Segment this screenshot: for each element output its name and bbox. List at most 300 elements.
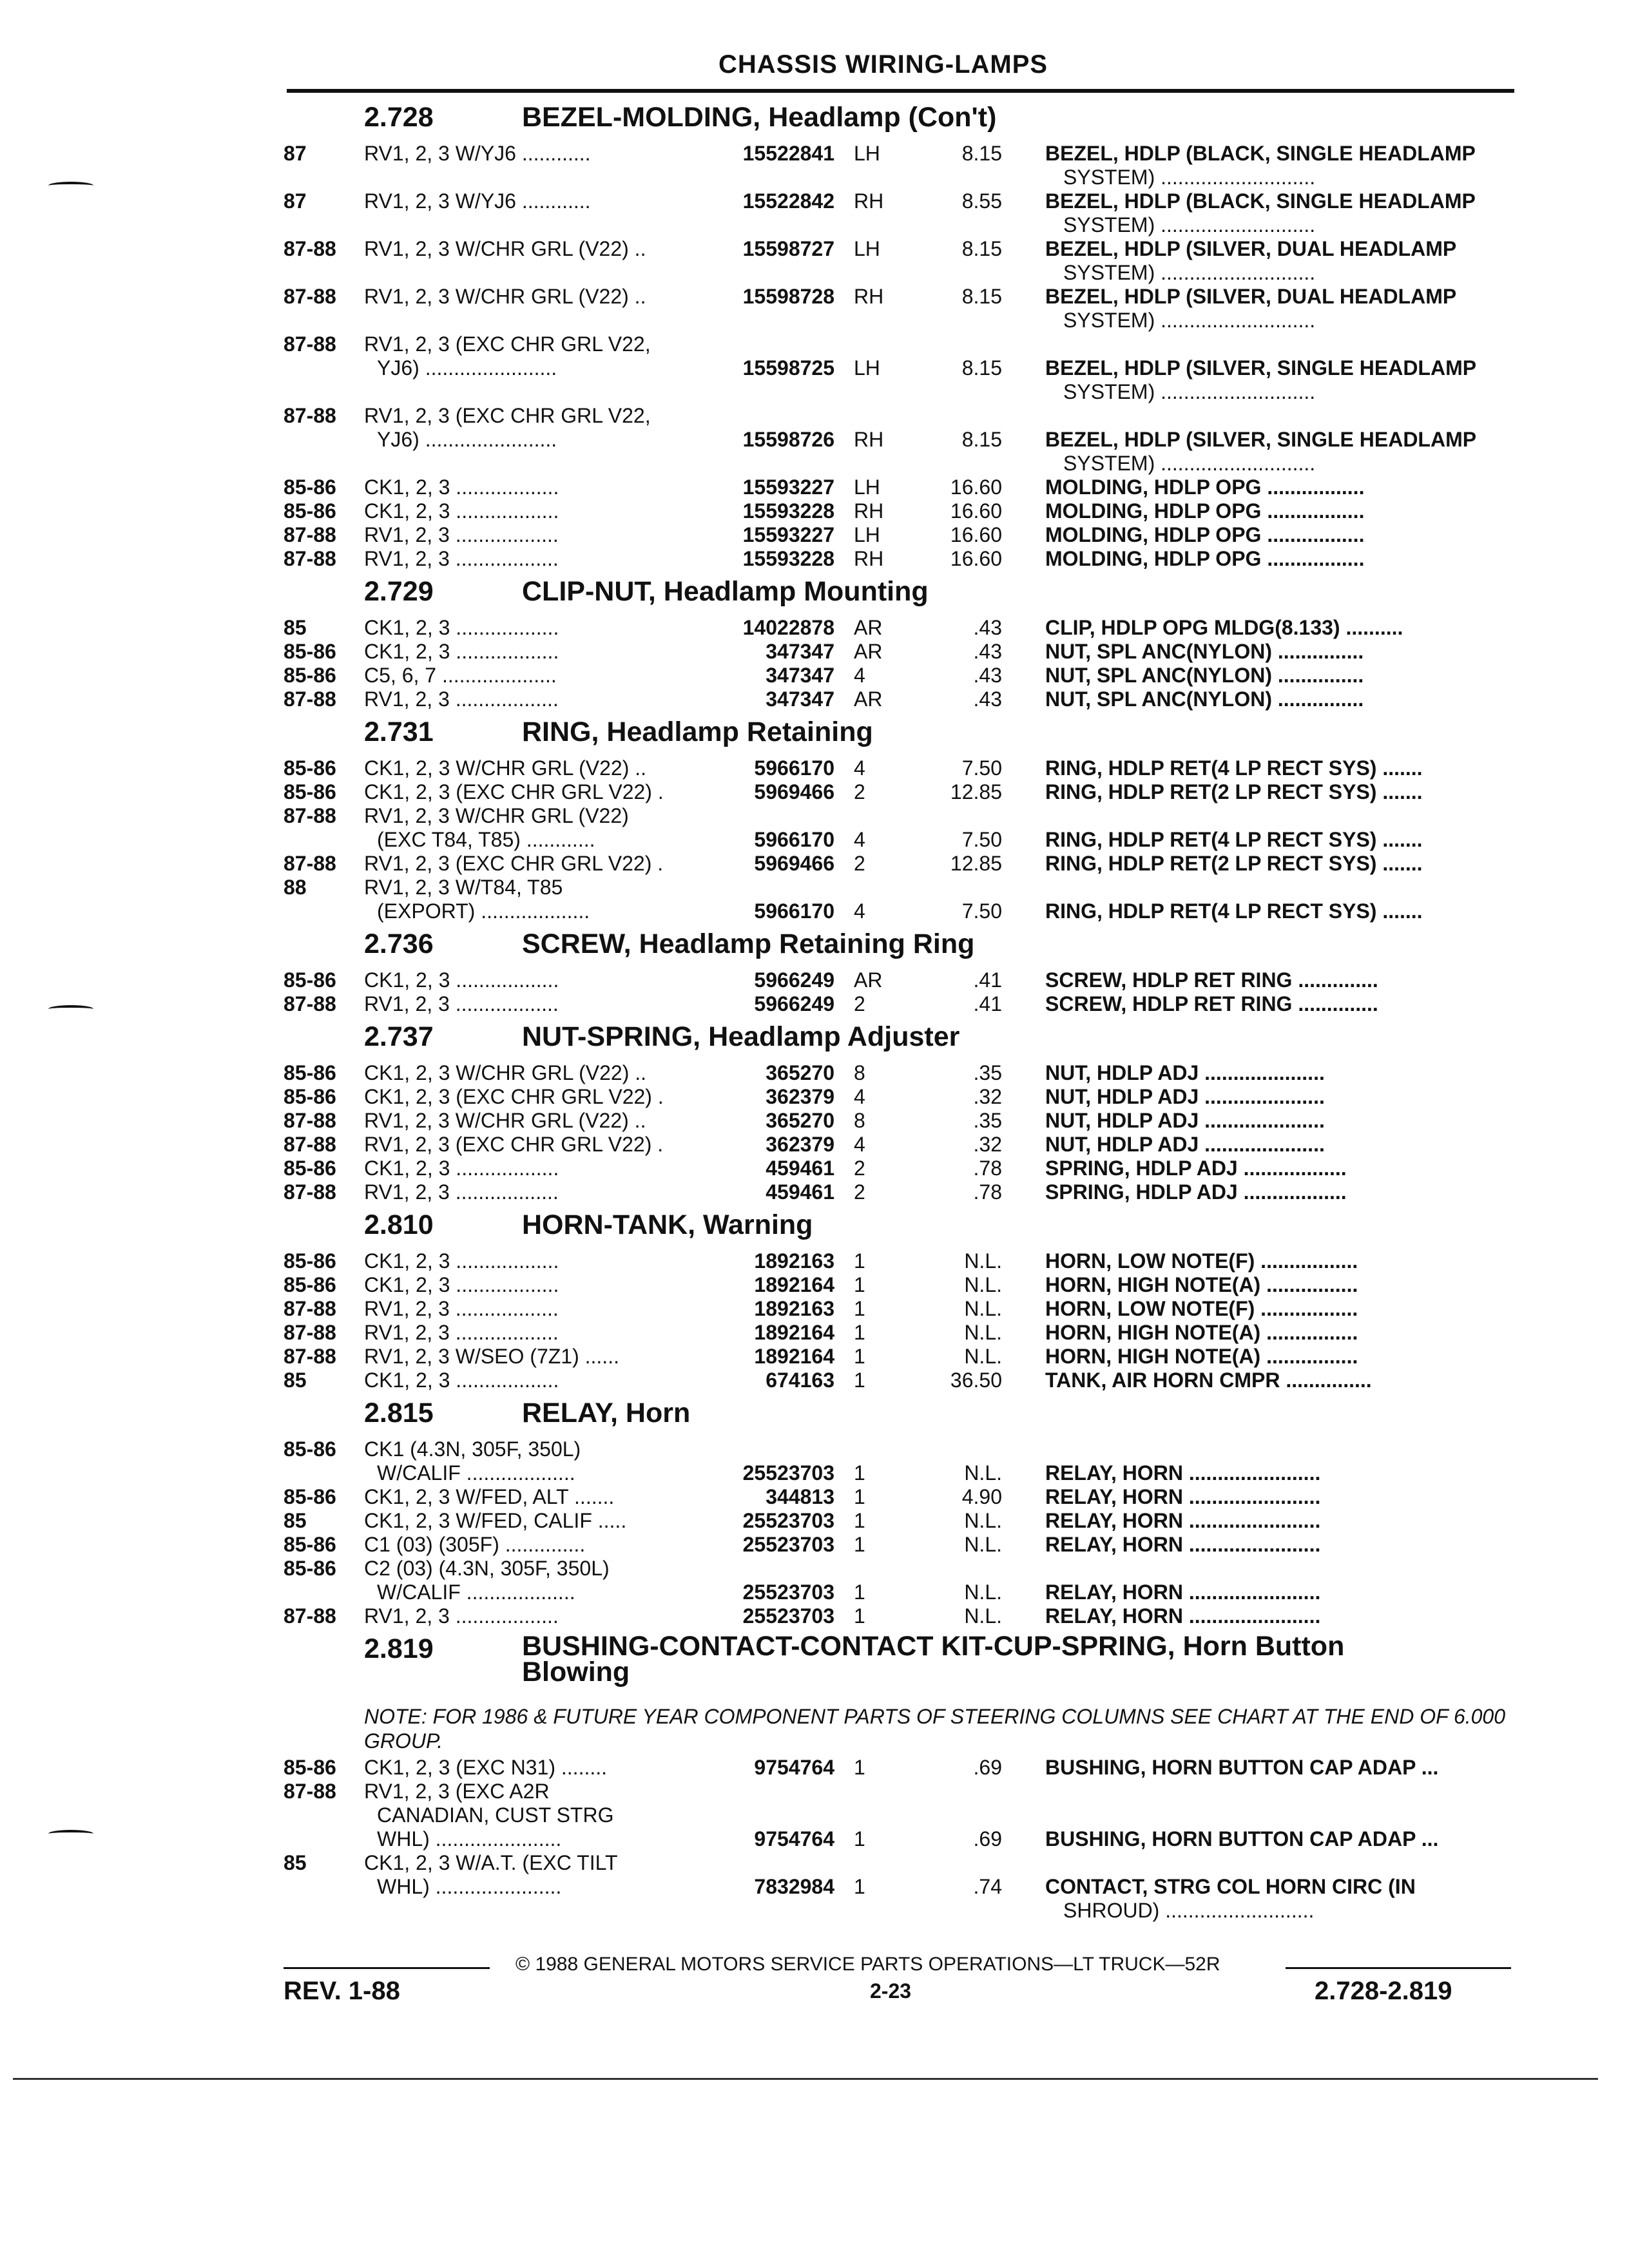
- table-row: [284, 640, 1521, 664]
- section-number: 2.815: [364, 1398, 434, 1428]
- model-year: 87-88: [284, 332, 336, 356]
- model-year: 87-88: [284, 1345, 336, 1368]
- part-name: BEZEL, HDLP (SILVER, SINGLE HEADLAMP: [1045, 428, 1477, 451]
- price: .69: [973, 1756, 1002, 1779]
- quantity: 1: [854, 1604, 865, 1628]
- section-heading: [284, 1204, 1521, 1249]
- section-number: 2.729: [364, 576, 434, 607]
- model-year: 87-88: [284, 523, 336, 546]
- part-name: CONTACT, STRG COL HORN CIRC (IN: [1045, 1875, 1416, 1898]
- part-name: RELAY, HORN .......................: [1045, 1461, 1321, 1485]
- model-year: 85: [284, 1509, 307, 1532]
- part-number: 365270: [766, 1061, 834, 1084]
- part-name-cont: SYSTEM) ...........................: [1063, 380, 1316, 403]
- price: .43: [973, 640, 1002, 663]
- part-number: 5969466: [754, 780, 834, 803]
- quantity: 1: [854, 1533, 865, 1556]
- price: N.L.: [964, 1249, 1002, 1273]
- table-row: [284, 1297, 1521, 1321]
- model-year: 87-88: [284, 1297, 336, 1320]
- table-row: [284, 1321, 1521, 1345]
- model-year: 85-86: [284, 1437, 336, 1461]
- application: CK1, 2, 3 W/CHR GRL (V22) ..: [364, 1061, 647, 1084]
- part-name: BEZEL, HDLP (BLACK, SINGLE HEADLAMP: [1045, 142, 1476, 165]
- part-number: 15598725: [742, 356, 834, 380]
- section-number: 2.737: [364, 1021, 434, 1052]
- price: .43: [973, 664, 1002, 687]
- application: RV1, 2, 3 ..................: [364, 547, 559, 570]
- application: RV1, 2, 3 (EXC CHR GRL V22,: [364, 404, 651, 427]
- part-number: 15522841: [742, 142, 834, 165]
- table-row: [284, 1157, 1521, 1180]
- part-number: 459461: [766, 1180, 834, 1204]
- part-name: RELAY, HORN .......................: [1045, 1604, 1321, 1628]
- model-year: 87-88: [284, 804, 336, 827]
- part-name-cont: SYSTEM) ...........................: [1063, 309, 1316, 332]
- part-number: 15598728: [742, 285, 834, 308]
- part-number: 15593228: [742, 499, 834, 523]
- quantity: 1: [854, 1321, 865, 1344]
- application: RV1, 2, 3 (EXC CHR GRL V22) .: [364, 852, 664, 875]
- table-row: [284, 285, 1521, 332]
- quantity: 2: [854, 852, 865, 875]
- section-note: NOTE: FOR 1986 & FUTURE YEAR COMPONENT PARTS OF STEERING COLUMNS SEE CHART AT THE END OF 6.000 GROUP.: [364, 1705, 1506, 1753]
- quantity: LH: [854, 237, 880, 260]
- table-row: [284, 499, 1521, 523]
- price: N.L.: [964, 1345, 1002, 1368]
- price: .32: [973, 1133, 1002, 1156]
- table-row: [284, 1851, 1521, 1923]
- application: CK1, 2, 3 ..................: [364, 1157, 559, 1180]
- table-row: [284, 1109, 1521, 1133]
- quantity: LH: [854, 476, 880, 499]
- table-row: [284, 1604, 1521, 1628]
- table-row: [284, 1557, 1521, 1604]
- price: .41: [973, 992, 1002, 1015]
- part-name: RING, HDLP RET(4 LP RECT SYS) .......: [1045, 899, 1423, 923]
- application: RV1, 2, 3 ..................: [364, 992, 559, 1015]
- part-number: 1892163: [754, 1297, 834, 1320]
- part-number: 15593227: [742, 476, 834, 499]
- price: 8.55: [961, 189, 1002, 213]
- section-number: 2.819: [364, 1633, 434, 1664]
- model-year: 85-86: [284, 756, 336, 780]
- quantity: RH: [854, 428, 884, 451]
- part-number: 9754764: [754, 1756, 834, 1779]
- part-number: 25523703: [742, 1461, 834, 1485]
- price: 8.15: [961, 237, 1002, 260]
- price: N.L.: [964, 1604, 1002, 1628]
- table-row: [284, 687, 1521, 711]
- part-number: 5966170: [754, 828, 834, 851]
- part-name: MOLDING, HDLP OPG .................: [1045, 476, 1365, 499]
- table-row: [284, 1133, 1521, 1157]
- footer-page-number: 2-23: [870, 1979, 912, 2003]
- model-year: 87: [284, 142, 307, 165]
- quantity: 1: [854, 1485, 865, 1508]
- margin-mark: [48, 1830, 93, 1838]
- part-name: SPRING, HDLP ADJ ..................: [1045, 1157, 1347, 1180]
- model-year: 85-86: [284, 1756, 336, 1779]
- table-row: [284, 1369, 1521, 1392]
- table-row: [284, 1061, 1521, 1085]
- price: .43: [973, 687, 1002, 711]
- table-row: [284, 1437, 1521, 1485]
- model-year: 85-86: [284, 968, 336, 992]
- footer-section-range: 2.728-2.819: [1315, 1977, 1452, 2005]
- model-year: 85-86: [284, 664, 336, 687]
- application: CK1, 2, 3 ..................: [364, 1249, 559, 1273]
- part-number: 25523703: [742, 1533, 834, 1556]
- application: RV1, 2, 3 W/SEO (7Z1) ......: [364, 1345, 619, 1368]
- part-name: HORN, LOW NOTE(F) .................: [1045, 1249, 1358, 1273]
- table-row: [284, 992, 1521, 1016]
- quantity: 4: [854, 1133, 865, 1156]
- quantity: AR: [854, 616, 883, 639]
- model-year: 85-86: [284, 640, 336, 663]
- application: RV1, 2, 3 (EXC A2R: [364, 1780, 550, 1803]
- section-number: 2.731: [364, 716, 434, 747]
- part-name: NUT, HDLP ADJ .....................: [1045, 1109, 1325, 1132]
- table-row: [284, 1085, 1521, 1109]
- application: CK1, 2, 3 ..................: [364, 476, 559, 499]
- part-number: 15522842: [742, 189, 834, 213]
- table-row: [284, 142, 1521, 189]
- section-title: RELAY, Horn: [522, 1398, 691, 1428]
- application: RV1, 2, 3 W/YJ6 ............: [364, 142, 591, 165]
- price: .74: [973, 1875, 1002, 1898]
- section-heading: [284, 571, 1521, 616]
- model-year: 85-86: [284, 499, 336, 523]
- part-name: RING, HDLP RET(4 LP RECT SYS) .......: [1045, 756, 1423, 780]
- footer-rule-left: [284, 1967, 490, 1969]
- model-year: 87-88: [284, 547, 336, 570]
- application: C1 (03) (305F) ..............: [364, 1533, 586, 1556]
- part-number: 25523703: [742, 1604, 834, 1628]
- part-number: 344813: [766, 1485, 834, 1508]
- application: RV1, 2, 3 W/YJ6 ............: [364, 189, 591, 213]
- part-number: 5966170: [754, 756, 834, 780]
- part-name: NUT, HDLP ADJ .....................: [1045, 1133, 1325, 1156]
- table-row: [284, 664, 1521, 687]
- model-year: 87-88: [284, 1321, 336, 1344]
- application: RV1, 2, 3 ..................: [364, 1321, 559, 1344]
- table-row: [284, 1509, 1521, 1533]
- part-number: 1892164: [754, 1321, 834, 1344]
- part-number: 15598726: [742, 428, 834, 451]
- section-title: CLIP-NUT, Headlamp Mounting: [522, 576, 929, 607]
- part-name: BEZEL, HDLP (SILVER, SINGLE HEADLAMP: [1045, 356, 1477, 380]
- table-row: [284, 189, 1521, 237]
- price: N.L.: [964, 1509, 1002, 1532]
- table-row: [284, 804, 1521, 852]
- table-row: [284, 1180, 1521, 1204]
- part-name: RELAY, HORN .......................: [1045, 1509, 1321, 1532]
- part-number: 5966249: [754, 968, 834, 992]
- model-year: 87-88: [284, 687, 336, 711]
- model-year: 85-86: [284, 1557, 336, 1580]
- table-row: [284, 1485, 1521, 1509]
- application: RV1, 2, 3 (EXC CHR GRL V22) .: [364, 1133, 664, 1156]
- application: RV1, 2, 3 ..................: [364, 523, 559, 546]
- part-number: 15598727: [742, 237, 834, 260]
- section-heading: [284, 923, 1521, 968]
- application: CK1, 2, 3 (EXC CHR GRL V22) .: [364, 780, 664, 803]
- application: RV1, 2, 3 W/T84, T85: [364, 876, 563, 899]
- part-number: 347347: [766, 664, 834, 687]
- price: .35: [973, 1109, 1002, 1132]
- part-name: HORN, HIGH NOTE(A) ................: [1045, 1321, 1358, 1344]
- application: CK1, 2, 3 (EXC N31) ........: [364, 1756, 608, 1779]
- model-year: 88: [284, 876, 307, 899]
- model-year: 87-88: [284, 1109, 336, 1132]
- part-name: BEZEL, HDLP (BLACK, SINGLE HEADLAMP: [1045, 189, 1476, 213]
- price: 8.15: [961, 428, 1002, 451]
- model-year: 87-88: [284, 404, 336, 427]
- section-heading: [284, 1392, 1521, 1437]
- quantity: 4: [854, 1085, 865, 1108]
- quantity: 4: [854, 828, 865, 851]
- part-number: 362379: [766, 1133, 834, 1156]
- table-row: [284, 237, 1521, 285]
- price: 12.85: [950, 780, 1002, 803]
- quantity: 2: [854, 1180, 865, 1204]
- part-name: HORN, HIGH NOTE(A) ................: [1045, 1345, 1358, 1368]
- section-title: HORN-TANK, Warning: [522, 1209, 813, 1240]
- part-name: MOLDING, HDLP OPG .................: [1045, 547, 1365, 570]
- part-number: 1892163: [754, 1249, 834, 1273]
- part-name: BUSHING, HORN BUTTON CAP ADAP ...: [1045, 1827, 1439, 1850]
- part-name-cont: SYSTEM) ...........................: [1063, 166, 1316, 189]
- quantity: 1: [854, 1581, 865, 1604]
- model-year: 85-86: [284, 1273, 336, 1296]
- part-name: SPRING, HDLP ADJ ..................: [1045, 1180, 1347, 1204]
- part-name: RING, HDLP RET(2 LP RECT SYS) .......: [1045, 780, 1423, 803]
- model-year: 85-86: [284, 1249, 336, 1273]
- part-name: NUT, HDLP ADJ .....................: [1045, 1085, 1325, 1108]
- section-heading: [284, 1628, 1521, 1704]
- part-name: BEZEL, HDLP (SILVER, DUAL HEADLAMP: [1045, 285, 1457, 308]
- application-cont: WHL) ......................: [377, 1827, 562, 1850]
- part-number: 459461: [766, 1157, 834, 1180]
- quantity: 1: [854, 1249, 865, 1273]
- part-number: 9754764: [754, 1827, 834, 1850]
- price: 12.85: [950, 852, 1002, 875]
- application-cont: WHL) ......................: [377, 1875, 562, 1898]
- part-number: 1892164: [754, 1273, 834, 1296]
- table-row: [284, 968, 1521, 992]
- price: 7.50: [961, 828, 1002, 851]
- price: .35: [973, 1061, 1002, 1084]
- model-year: 87-88: [284, 1780, 336, 1803]
- section-title: BUSHING-CONTACT-CONTACT KIT-CUP-SPRING, Horn Button Blowing: [522, 1631, 1345, 1687]
- section-title: SCREW, Headlamp Retaining Ring: [522, 928, 975, 959]
- quantity: 8: [854, 1061, 865, 1084]
- part-name: RING, HDLP RET(2 LP RECT SYS) .......: [1045, 852, 1423, 875]
- table-row: [284, 1345, 1521, 1369]
- model-year: 85: [284, 616, 307, 639]
- model-year: 87-88: [284, 285, 336, 308]
- price: .32: [973, 1085, 1002, 1108]
- part-name-cont: SYSTEM) ...........................: [1063, 261, 1316, 284]
- quantity: 1: [854, 1875, 865, 1898]
- part-name: CLIP, HDLP OPG MLDG(8.133) ..........: [1045, 616, 1403, 639]
- part-name: RELAY, HORN .......................: [1045, 1533, 1321, 1556]
- price: 8.15: [961, 285, 1002, 308]
- model-year: 85-86: [284, 476, 336, 499]
- quantity: 4: [854, 899, 865, 923]
- part-number: 15593228: [742, 547, 834, 570]
- quantity: AR: [854, 687, 883, 711]
- quantity: LH: [854, 142, 880, 165]
- application-cont: CANADIAN, CUST STRG: [377, 1803, 614, 1827]
- part-name: NUT, SPL ANC(NYLON) ...............: [1045, 640, 1364, 663]
- application: CK1, 2, 3 W/A.T. (EXC TILT: [364, 1851, 618, 1874]
- quantity: 1: [854, 1345, 865, 1368]
- price: 7.50: [961, 899, 1002, 923]
- part-name: TANK, AIR HORN CMPR ...............: [1045, 1369, 1372, 1392]
- section-number: 2.810: [364, 1209, 434, 1240]
- price: 4.90: [961, 1485, 1002, 1508]
- footer-revision: REV. 1-88: [284, 1977, 400, 2005]
- section-heading: [284, 1016, 1521, 1061]
- application: C5, 6, 7 ....................: [364, 664, 557, 687]
- part-name: RING, HDLP RET(4 LP RECT SYS) .......: [1045, 828, 1423, 851]
- section-heading: [284, 97, 1521, 142]
- application-cont: W/CALIF ...................: [377, 1461, 575, 1485]
- section-number: 2.728: [364, 102, 434, 133]
- table-row: [284, 404, 1521, 476]
- application: CK1, 2, 3 W/CHR GRL (V22) ..: [364, 756, 647, 780]
- part-name: NUT, SPL ANC(NYLON) ...............: [1045, 664, 1364, 687]
- application-cont: YJ6) .......................: [377, 356, 557, 380]
- quantity: 1: [854, 1273, 865, 1296]
- quantity: 4: [854, 664, 865, 687]
- model-year: 87-88: [284, 992, 336, 1015]
- section-number: 2.736: [364, 928, 434, 959]
- section-title: BEZEL-MOLDING, Headlamp (Con't): [522, 102, 997, 133]
- section-title: NUT-SPRING, Headlamp Adjuster: [522, 1021, 960, 1052]
- quantity: RH: [854, 547, 884, 570]
- price: 16.60: [950, 523, 1002, 546]
- part-number: 7832984: [754, 1875, 834, 1898]
- part-name: RELAY, HORN .......................: [1045, 1581, 1321, 1604]
- header-rule: [287, 89, 1514, 93]
- price: .41: [973, 968, 1002, 992]
- part-name: HORN, HIGH NOTE(A) ................: [1045, 1273, 1358, 1296]
- price: 16.60: [950, 476, 1002, 499]
- model-year: 85-86: [284, 1157, 336, 1180]
- application-cont: W/CALIF ...................: [377, 1581, 575, 1604]
- part-name: BUSHING, HORN BUTTON CAP ADAP ...: [1045, 1756, 1439, 1779]
- price: 16.60: [950, 499, 1002, 523]
- application: CK1, 2, 3 (EXC CHR GRL V22) .: [364, 1085, 664, 1108]
- quantity: 2: [854, 780, 865, 803]
- price: N.L.: [964, 1321, 1002, 1344]
- application-cont: YJ6) .......................: [377, 428, 557, 451]
- part-number: 25523703: [742, 1581, 834, 1604]
- part-name: NUT, SPL ANC(NYLON) ...............: [1045, 687, 1364, 711]
- quantity: 1: [854, 1297, 865, 1320]
- quantity: 2: [854, 992, 865, 1015]
- parts-listing: [284, 97, 1521, 1923]
- application-cont: (EXC T84, T85) ............: [377, 828, 595, 851]
- price: N.L.: [964, 1461, 1002, 1485]
- application: CK1, 2, 3 ..................: [364, 1273, 559, 1296]
- quantity: 1: [854, 1509, 865, 1532]
- part-number: 1892164: [754, 1345, 834, 1368]
- price: .43: [973, 616, 1002, 639]
- part-number: 5966170: [754, 899, 834, 923]
- quantity: 2: [854, 1157, 865, 1180]
- part-name: HORN, LOW NOTE(F) .................: [1045, 1297, 1358, 1320]
- model-year: 85: [284, 1369, 307, 1392]
- price: .78: [973, 1157, 1002, 1180]
- application: RV1, 2, 3 ..................: [364, 1297, 559, 1320]
- part-name: MOLDING, HDLP OPG .................: [1045, 523, 1365, 546]
- part-name: MOLDING, HDLP OPG .................: [1045, 499, 1365, 523]
- price: 8.15: [961, 142, 1002, 165]
- table-row: [284, 332, 1521, 404]
- part-name: SCREW, HDLP RET RING ..............: [1045, 992, 1378, 1015]
- application: RV1, 2, 3 (EXC CHR GRL V22,: [364, 332, 651, 356]
- table-row: [284, 547, 1521, 571]
- model-year: 85-86: [284, 1533, 336, 1556]
- model-year: 85-86: [284, 780, 336, 803]
- quantity: 8: [854, 1109, 865, 1132]
- application: RV1, 2, 3 ..................: [364, 1180, 559, 1204]
- model-year: 87-88: [284, 237, 336, 260]
- table-row: [284, 1756, 1521, 1780]
- model-year: 85-86: [284, 1485, 336, 1508]
- application: C2 (03) (4.3N, 305F, 350L): [364, 1557, 610, 1580]
- application: CK1, 2, 3 ..................: [364, 499, 559, 523]
- table-row: [284, 780, 1521, 804]
- model-year: 87-88: [284, 1180, 336, 1204]
- price: 16.60: [950, 547, 1002, 570]
- quantity: RH: [854, 189, 884, 213]
- price: .78: [973, 1180, 1002, 1204]
- part-number: 347347: [766, 640, 834, 663]
- application: CK1, 2, 3 ..................: [364, 1369, 559, 1392]
- price: .69: [973, 1827, 1002, 1850]
- table-row: [284, 1249, 1521, 1273]
- part-number: 5969466: [754, 852, 834, 875]
- application: RV1, 2, 3 W/CHR GRL (V22) ..: [364, 237, 646, 260]
- section-title: RING, Headlamp Retaining: [522, 716, 873, 747]
- page-header-title: CHASSIS WIRING-LAMPS: [718, 50, 1048, 79]
- application: CK1, 2, 3 ..................: [364, 640, 559, 663]
- part-name: RELAY, HORN .......................: [1045, 1485, 1321, 1508]
- part-name: BEZEL, HDLP (SILVER, DUAL HEADLAMP: [1045, 237, 1457, 260]
- quantity: AR: [854, 968, 883, 992]
- application: RV1, 2, 3 ..................: [364, 1604, 559, 1628]
- part-name-cont: SYSTEM) ...........................: [1063, 213, 1316, 236]
- application: CK1, 2, 3 ..................: [364, 968, 559, 992]
- price: 8.15: [961, 356, 1002, 380]
- part-name: SCREW, HDLP RET RING ..............: [1045, 968, 1378, 992]
- part-name-cont: SYSTEM) ...........................: [1063, 452, 1316, 475]
- part-number: 5966249: [754, 992, 834, 1015]
- part-number: 25523703: [742, 1509, 834, 1532]
- part-name-cont: SHROUD) ..........................: [1063, 1899, 1315, 1922]
- table-row: [284, 616, 1521, 640]
- model-year: 87-88: [284, 1133, 336, 1156]
- part-number: 15593227: [742, 523, 834, 546]
- application: CK1, 2, 3 W/FED, ALT .......: [364, 1485, 615, 1508]
- price: N.L.: [964, 1581, 1002, 1604]
- quantity: 1: [854, 1369, 865, 1392]
